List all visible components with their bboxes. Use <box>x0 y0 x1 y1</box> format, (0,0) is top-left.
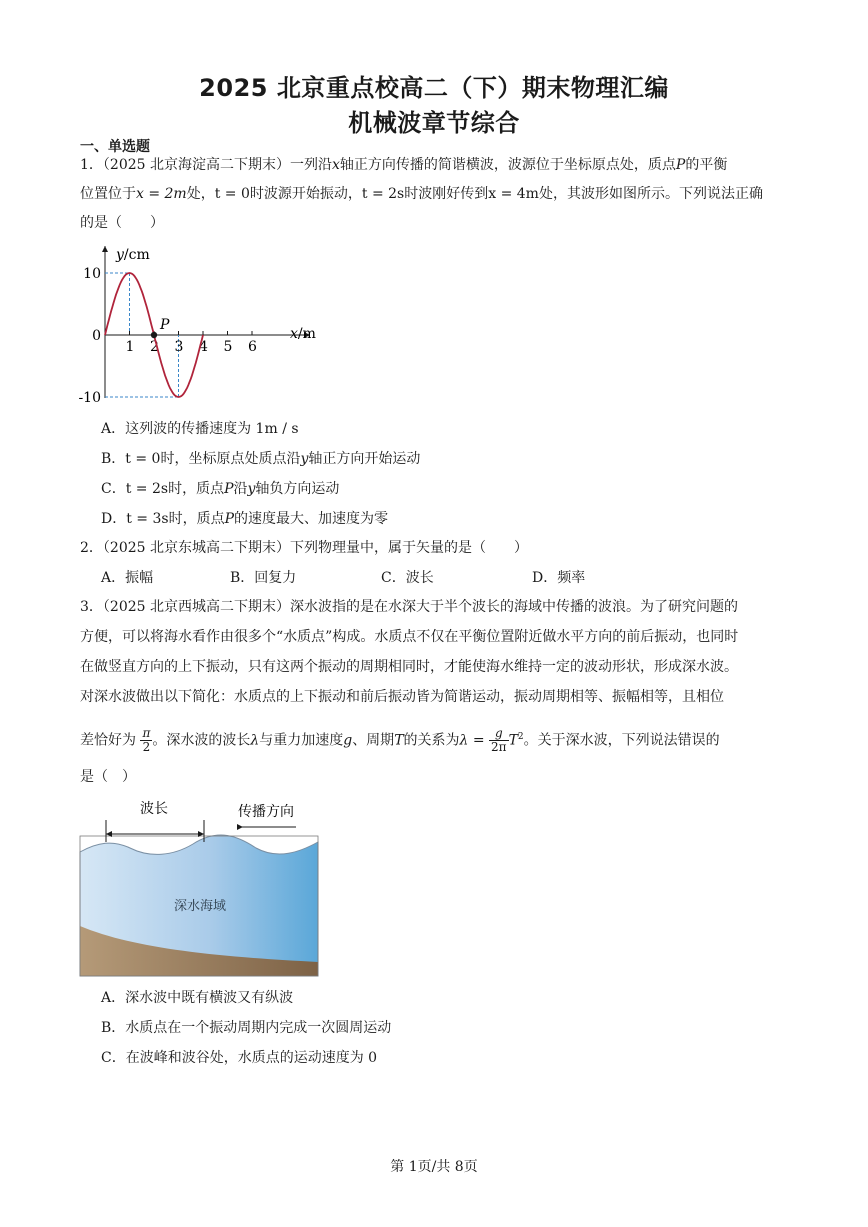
point-p-marker <box>151 332 157 338</box>
x-tick-label: 6 <box>248 339 257 355</box>
q2-option-a[interactable]: A．振幅 <box>101 570 154 586</box>
label-propagation-direction: 传播方向 <box>238 804 294 820</box>
x-tick-label: 2 <box>150 339 159 355</box>
y-axis-label: y/cm <box>116 247 150 263</box>
q1-option-a[interactable]: A．这列波的传播速度为 1m / s <box>101 421 299 437</box>
point-p-label: P <box>160 317 170 333</box>
q1-line3: 的是（ ） <box>80 215 164 231</box>
x-tick-label: 5 <box>223 339 233 355</box>
q1-option-c[interactable]: C．t = 2s时，质点P沿y轴负方向运动 <box>101 481 340 497</box>
q3-option-b[interactable]: B．水质点在一个振动周期内完成一次圆周运动 <box>101 1020 392 1036</box>
document-subtitle: 机械波章节综合 <box>348 109 520 137</box>
q2-option-b[interactable]: B．回复力 <box>230 570 297 586</box>
document-title: 2025 北京重点校高二（下）期末物理汇编 <box>199 74 669 102</box>
y-tick-label: -10 <box>78 390 101 406</box>
section-heading: 一、单选题 <box>80 139 150 155</box>
q3-line5: 差恰好为 $\frac{\pi}{2}$ 。深水波的波长λ与重力加速度g、周期T的关系为λ = $\frac{g}{2\pi}$ $T^2$。关于深水波，下列说法错误的 <box>80 726 720 755</box>
q3-line3: 在做竖直方向的上下振动，只有这两个振动的周期相同时，才能使海水维持一定的波动形状，形成深水波。 <box>80 659 738 675</box>
q3-line4: 对深水波做出以下简化：水质点的上下振动和前后振动皆为简谐运动，振动周期相等、振幅相等，且相位 <box>80 689 724 705</box>
y-tick-label: 0 <box>92 328 101 344</box>
q1-option-b[interactable]: B．t = 0时，坐标原点处质点沿y轴正方向开始运动 <box>101 451 421 467</box>
label-wavelength: 波长 <box>140 801 168 817</box>
q3-line1: 3．（2025 北京西城高二下期末）深水波指的是在水深大于半个波长的海域中传播的波浪。为了研究问题的 <box>80 599 738 615</box>
q3-option-c[interactable]: C．在波峰和波谷处，水质点的运动速度为 0 <box>101 1050 378 1066</box>
page-footer: 第 1页/共 8页 <box>390 1159 478 1175</box>
q1-line2: 位置位于x = 2m处，t = 0时波源开始振动，t = 2s时波刚好传到x = 4m处，其波形如图所示。下列说法正确 <box>80 186 763 202</box>
q3-option-a[interactable]: A．深水波中既有横波又有纵波 <box>101 990 294 1006</box>
x-axis-label: x/m <box>290 326 316 342</box>
x-tick-label: 3 <box>174 339 184 355</box>
fraction-pi-over-2: $\frac{\pi}{2}$ <box>142 726 151 755</box>
q1-wave-graph <box>78 238 328 413</box>
q1-line1: 1．（2025 北京海淀高二下期末）一列沿x轴正方向传播的简谐横波，波源位于坐标原点处，质点P的平衡 <box>80 157 728 173</box>
q3-line6: 是（ ） <box>80 769 136 785</box>
y-tick-label: 10 <box>83 266 101 282</box>
fraction-g-over-2pi: $\frac{g}{2\pi}$ <box>491 726 507 755</box>
q2-stem: 2．（2025 北京东城高二下期末）下列物理量中，属于矢量的是（ ） <box>80 540 528 556</box>
x-tick-label: 4 <box>199 339 208 355</box>
x-tick-label: 1 <box>125 339 135 355</box>
label-deep-water-region: 深水海域 <box>174 899 227 914</box>
q2-option-c[interactable]: C．波长 <box>381 570 434 586</box>
q1-option-d[interactable]: D．t = 3s时，质点P的速度最大、加速度为零 <box>101 511 389 527</box>
q2-option-d[interactable]: D．频率 <box>532 570 586 586</box>
deep-water-figure <box>78 796 323 978</box>
q3-line2: 方便，可以将海水看作由很多个“水质点”构成。水质点不仅在平衡位置附近做水平方向的前后振动，也同时 <box>80 629 739 645</box>
